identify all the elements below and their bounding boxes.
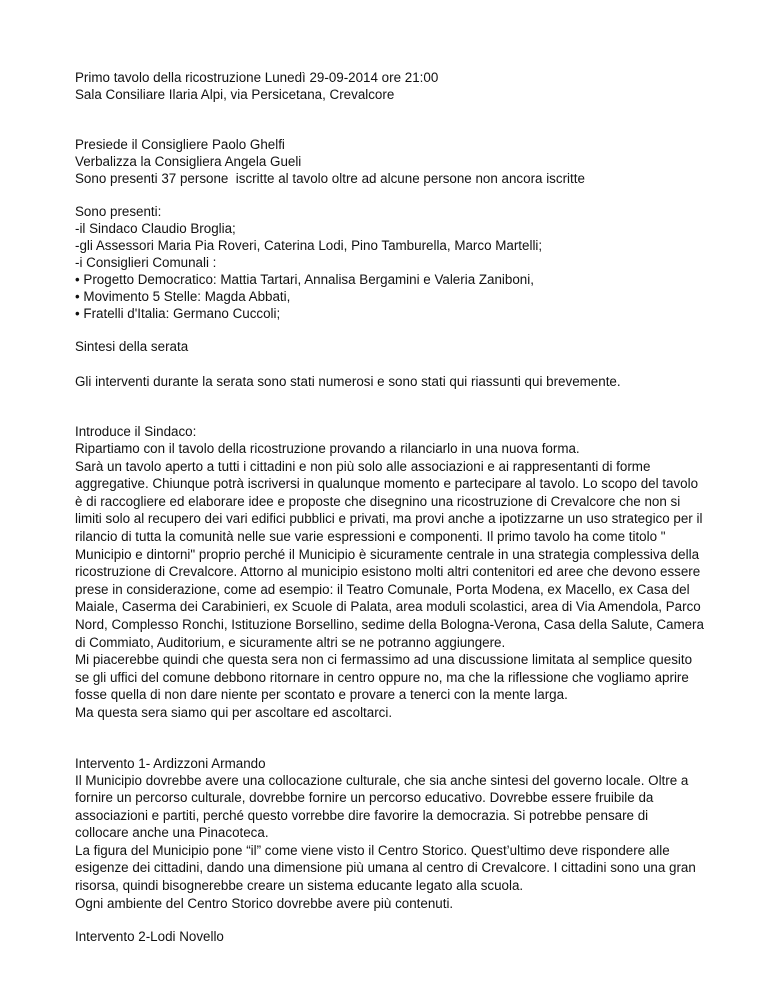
minutes-line: Verbalizza la Consigliera Angela Gueli <box>75 154 302 169</box>
summary-heading: Sintesi della serata <box>75 339 189 354</box>
document-header <box>75 69 705 103</box>
document-page <box>75 69 705 945</box>
mayor-intro-section <box>75 423 705 722</box>
list-item: • Fratelli d'Italia: Germano Cuccoli; <box>75 306 281 321</box>
paragraph: Sarà un tavolo aperto a tutti i cittadini e non più solo alle associazioni e ai rappresentanti di forme aggregative. Chiunque potrà iscriversi in qualunque momento e partecipare al tavolo. Lo scopo del tavolo è di raccogliere ed elaborare idee e proposte che disegnino una ricostruzione di Crevalcore che non si limiti solo al recupero dei vari edifici pubblici e privati, ma provi anche a ipotizzarne un uso strategico per il rilancio di tutta la comunità nelle sue varie espressioni e componenti. Il primo tavolo ha come titolo " Municipio e dintorni" proprio perché il Municipio è sicuramente centrale in una strategia complessiva della ricostruzione di Crevalcore. Attorno al municipio esistono molti altri contenitori ed aree che devono essere prese in considerazione, come ad esempio: il Teatro Comunale, Porta Modena, ex Macello, ex Casa del Maiale, Caserma dei Carabinieri, ex Scuole di Palata, area moduli scolastici, area di Via Amendola, Parco Nord, Complesso Ronchi, Istituzione Borsellino, sedime della Bologna-Verona, Casa della Salute, Camera di Commiato, Auditorium, e sicuramente altri se ne potranno aggiungere. <box>75 458 704 650</box>
intervention-2-section <box>75 928 705 945</box>
paragraph: Ma questa sera siamo qui per ascoltare ed ascoltarci. <box>75 704 393 720</box>
present-list <box>75 203 705 322</box>
present-mayor: -il Sindaco Claudio Broglia; <box>75 221 236 236</box>
paragraph: Il Municipio dovrebbe avere una collocazione culturale, che sia anche sintesi del governo locale. Oltre a fornire un percorso culturale, dovrebbe fornire un percorso educativo. Dovrebbe essere fruibile da associazioni e partiti, perché questo vorrebbe dire favorire la democrazia. Si potrebbe pensare di collocare anche una Pinacoteca. <box>75 772 689 841</box>
section-heading: Intervento 1- Ardizzoni Armando <box>75 755 266 771</box>
list-item: • Movimento 5 Stelle: Magda Abbati, <box>75 289 291 304</box>
meeting-info <box>75 136 705 187</box>
summary-intro: Gli interventi durante la serata sono stati numerosi e sono stati qui riassunti qui brevemente. <box>75 374 621 389</box>
section-heading: Introduce il Sindaco: <box>75 424 197 439</box>
meeting-title: Primo tavolo della ricostruzione Lunedì 29-09-2014 ore 21:00 <box>75 70 439 85</box>
section-heading: Intervento 2-Lodi Novello <box>75 929 224 945</box>
present-councillors-heading: -i Consiglieri Comunali : <box>75 255 217 270</box>
attendance-line: Sono presenti 37 persone iscritte al tavolo oltre ad alcune persone non ancora iscritte <box>75 171 585 186</box>
paragraph: Ogni ambiente del Centro Storico dovrebbe avere più contenuti. <box>75 895 454 911</box>
present-heading: Sono presenti: <box>75 204 162 219</box>
paragraph: Ripartiamo con il tavolo della ricostruzione provando a rilanciarlo in una nuova forma. <box>75 441 580 456</box>
intervention-1-section <box>75 755 705 913</box>
presides-line: Presiede il Consigliere Paolo Ghelfi <box>75 137 285 152</box>
present-assessors: -gli Assessori Maria Pia Roveri, Caterina Lodi, Pino Tamburella, Marco Martelli; <box>75 238 543 253</box>
paragraph: Mi piacerebbe quindi che questa sera non ci fermassimo ad una discussione limitata al semplice quesito se gli uffici del comune debbono ritornare in centro oppure no, ma che la riflessione che vogliamo aprire fosse quella di non dare niente per scontato e provare a tenerci con la mente larga. <box>75 652 693 703</box>
meeting-venue: Sala Consiliare Ilaria Alpi, via Persicetana, Crevalcore <box>75 87 395 102</box>
paragraph: La figura del Municipio pone “il” come viene visto il Centro Storico. Quest’ultimo deve rispondere alle esigenze dei cittadini, dando una dimensione più umana al centro di Crevalcore. I cittadini sono una gran risorsa, quindi bisognerebbe creare un sistema educante legato alla scuola. <box>75 842 696 894</box>
list-item: • Progetto Democratico: Mattia Tartari, Annalisa Bergamini e Valeria Zaniboni, <box>75 272 534 287</box>
